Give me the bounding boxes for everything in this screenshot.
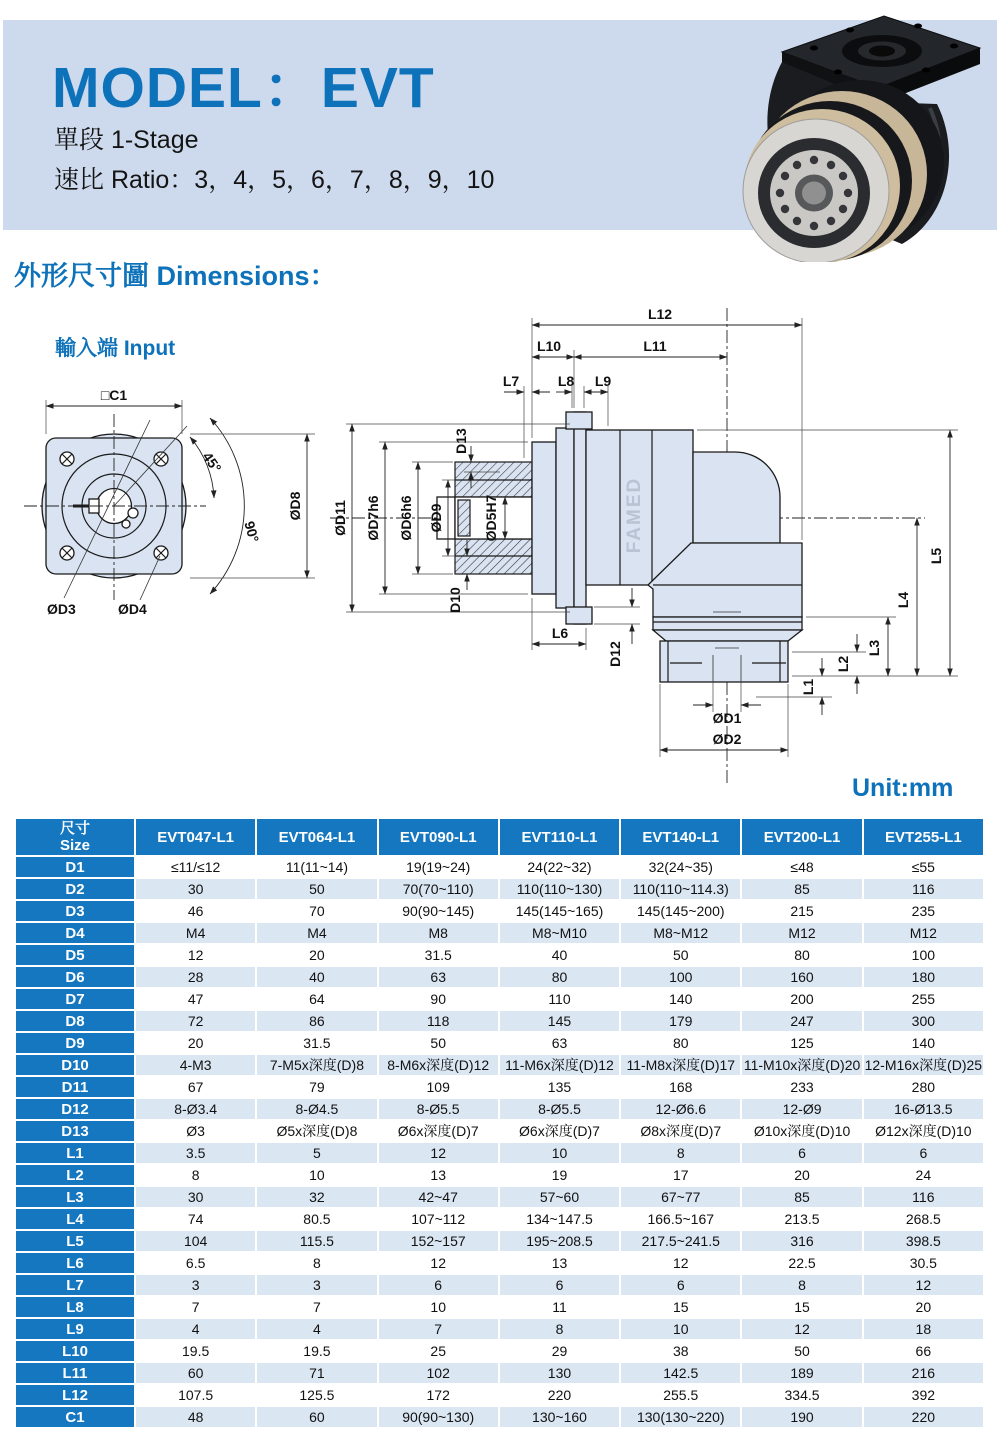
dim-label-l1: L1 [800, 678, 816, 696]
dimension-value: 160 [742, 967, 861, 987]
table-row [16, 1209, 983, 1229]
dimension-value: 8 [742, 1275, 861, 1295]
dimension-value: 10 [379, 1297, 498, 1317]
dim-label-d11: ØD11 [332, 500, 348, 536]
dimension-value: 216 [864, 1363, 983, 1383]
dimension-value: 42~47 [379, 1187, 498, 1207]
dimension-value: 116 [864, 879, 983, 899]
dimension-value: M8 [379, 923, 498, 943]
dimension-value: 60 [257, 1407, 376, 1427]
dimension-value: 30 [136, 879, 255, 899]
dimension-value: 130(130~220) [621, 1407, 740, 1427]
dimension-value: 67~77 [621, 1187, 740, 1207]
dimension-value: 3 [136, 1275, 255, 1295]
row-label: C1 [16, 1407, 134, 1427]
dimension-value: 19.5 [136, 1341, 255, 1361]
side-view [330, 306, 958, 785]
dimension-value: 29 [500, 1341, 619, 1361]
row-label: D5 [16, 945, 134, 965]
dimension-value: 215 [742, 901, 861, 921]
photo-flange-hole [869, 46, 895, 57]
dimension-value: 11-M8x深度(D)17 [621, 1055, 740, 1075]
dimension-value: 63 [379, 967, 498, 987]
dimension-value: 32(24~35) [621, 857, 740, 877]
dim-label-d3: ØD3 [47, 601, 76, 617]
dimension-value: 166.5~167 [621, 1209, 740, 1229]
photo-center-bore-inner [802, 182, 826, 205]
row-label: L5 [16, 1231, 134, 1251]
dimension-value: 46 [136, 901, 255, 921]
table-body [16, 857, 983, 1427]
column-header: EVT110-L1 [500, 819, 619, 855]
dim-label-d6: ØD6h6 [398, 495, 414, 541]
dimension-value: 8-Ø3.4 [136, 1099, 255, 1119]
dimension-value: 50 [621, 945, 740, 965]
dimension-value: 8-M6x深度(D)12 [379, 1055, 498, 1075]
dimension-value: Ø12x深度(D)10 [864, 1121, 983, 1141]
row-label: D3 [16, 901, 134, 921]
dimension-value: 168 [621, 1077, 740, 1097]
dimension-value: 6 [864, 1143, 983, 1163]
dimension-value: M4 [257, 923, 376, 943]
dimension-value: 72 [136, 1011, 255, 1031]
dimension-value: 24(22~32) [500, 857, 619, 877]
dimension-value: 115.5 [257, 1231, 376, 1251]
table-row [16, 1121, 983, 1141]
dimension-value: 392 [864, 1385, 983, 1405]
row-label: L8 [16, 1297, 134, 1317]
dimension-value: Ø3 [136, 1121, 255, 1141]
dimension-value: 12 [864, 1275, 983, 1295]
dimension-value: 12-Ø6.6 [621, 1099, 740, 1119]
dimension-value: 71 [257, 1363, 376, 1383]
row-label: D9 [16, 1033, 134, 1053]
dimension-value: 80 [500, 967, 619, 987]
unit-label: Unit:mm [852, 774, 954, 802]
dimension-value: 32 [257, 1187, 376, 1207]
row-label: L2 [16, 1165, 134, 1185]
dimension-value: 6 [500, 1275, 619, 1295]
table-row [16, 1297, 983, 1317]
dimension-value: 12 [379, 1253, 498, 1273]
size-header-en: Size [59, 837, 90, 854]
dimension-value: 280 [864, 1077, 983, 1097]
dimension-value: 10 [621, 1319, 740, 1339]
dimension-value: 316 [742, 1231, 861, 1251]
dimension-value: 11-M10x深度(D)20 [743, 1057, 861, 1073]
dimension-value: 3.5 [136, 1143, 255, 1163]
dimension-value: 20 [864, 1297, 983, 1317]
table-row [16, 1077, 983, 1097]
dim-label-90deg: 90° [241, 519, 263, 545]
row-label: D12 [16, 1099, 134, 1119]
row-label: L9 [16, 1319, 134, 1339]
dimension-value: 30.5 [864, 1253, 983, 1273]
dimension-value: 12 [621, 1253, 740, 1273]
dimension-value: 16-Ø13.5 [864, 1099, 983, 1119]
dimension-value: 268.5 [864, 1209, 983, 1229]
dimension-value: 142.5 [621, 1363, 740, 1383]
dimension-value: 66 [864, 1341, 983, 1361]
dimension-value: M8~M10 [500, 923, 619, 943]
dimension-drawing-svg [0, 300, 1000, 785]
table-row [16, 1341, 983, 1361]
table-row [16, 901, 983, 921]
dim-label-d8: ØD8 [287, 491, 303, 521]
row-label: L11 [16, 1363, 134, 1383]
dim-label-l5: L5 [928, 547, 944, 565]
dimension-value: 70(70~110) [379, 879, 498, 899]
page-title: MODEL：EVT [52, 56, 435, 120]
row-label: D2 [16, 879, 134, 899]
row-label: D13 [16, 1121, 134, 1141]
dimension-value: 130 [500, 1363, 619, 1383]
dimension-value: 80.5 [257, 1209, 376, 1229]
dimension-value: M12 [742, 923, 861, 943]
dimension-value: 118 [379, 1011, 498, 1031]
dimension-value: 64 [257, 989, 376, 1009]
dimension-value: 38 [621, 1341, 740, 1361]
dimension-value: 12-Ø9 [742, 1099, 861, 1119]
dim-label-d7: ØD7h6 [365, 495, 381, 541]
dimension-value: 145 [500, 1011, 619, 1031]
dimension-value: 4 [257, 1319, 376, 1339]
dimension-value: 255 [864, 989, 983, 1009]
dimension-value: M12 [864, 923, 983, 943]
dimension-value: 130~160 [500, 1407, 619, 1427]
dimension-value: 8 [136, 1165, 255, 1185]
table-row [16, 857, 983, 877]
dimension-value: 247 [742, 1011, 861, 1031]
row-label: L4 [16, 1209, 134, 1229]
dimension-value: 110 [500, 989, 619, 1009]
dimension-value: 125 [742, 1033, 861, 1053]
dimension-value: 110(110~114.3) [621, 879, 740, 899]
column-header: EVT200-L1 [742, 819, 861, 855]
row-label: L12 [16, 1385, 134, 1405]
dimension-value: 50 [742, 1341, 861, 1361]
row-label: D1 [16, 857, 134, 877]
dimension-value: 8 [621, 1143, 740, 1163]
size-header-cn: 尺寸 [59, 820, 90, 837]
technical-drawing [0, 300, 1000, 785]
dimension-value: 3 [257, 1275, 376, 1295]
dim-label-l9: L9 [594, 373, 612, 389]
dimension-value: 8-Ø5.5 [500, 1099, 619, 1119]
column-header: EVT255-L1 [864, 819, 983, 855]
dimension-value: M4 [136, 923, 255, 943]
dimension-value: 13 [500, 1253, 619, 1273]
dimension-value: 110(110~130) [500, 879, 619, 899]
dimension-value: 7 [379, 1319, 498, 1339]
dim-label-l10: L10 [536, 338, 562, 354]
row-label: D10 [16, 1055, 134, 1075]
column-header: EVT047-L1 [136, 819, 255, 855]
dimension-value: 40 [257, 967, 376, 987]
dim-label-d4: ØD4 [118, 601, 147, 617]
stage-text: 單段 1-Stage [54, 126, 199, 154]
table-row [16, 1319, 983, 1339]
brand-logo: FAMED [624, 476, 645, 554]
dimension-value: 8 [257, 1253, 376, 1273]
ratio-text: 速比 Ratio：3，4，5，6，7，8，9，10 [54, 166, 495, 194]
dimension-value: 125.5 [257, 1385, 376, 1405]
dimension-value: 50 [379, 1033, 498, 1053]
dimension-value: Ø6x深度(D)7 [500, 1121, 619, 1141]
dim-label-d5: ØD5H7 [483, 494, 499, 542]
dim-label-l6: L6 [551, 625, 569, 641]
dimension-value: 4-M3 [136, 1055, 255, 1075]
table-row [16, 1253, 983, 1273]
dimension-value: 85 [742, 879, 861, 899]
dimensions-heading: 外形尺寸圖 Dimensions： [14, 261, 337, 291]
row-label: D8 [16, 1011, 134, 1031]
dimension-value: 74 [136, 1209, 255, 1229]
table-row [16, 1275, 983, 1295]
dimension-value: 7 [136, 1297, 255, 1317]
dimension-value: 8-Ø5.5 [379, 1099, 498, 1119]
row-label: D4 [16, 923, 134, 943]
dimension-value: 19(19~24) [379, 857, 498, 877]
table-row [16, 1231, 983, 1251]
dimension-value: 60 [136, 1363, 255, 1383]
table-row [16, 945, 983, 965]
dimension-value: 107.5 [136, 1385, 255, 1405]
dimension-value: 140 [621, 989, 740, 1009]
dimension-value: 70 [257, 901, 376, 921]
dimensions-table [14, 817, 985, 1429]
input-view-title: 輸入端 Input [55, 337, 176, 360]
row-label: L6 [16, 1253, 134, 1273]
dimension-value: 145(145~200) [621, 901, 740, 921]
dim-label-45deg: 45° [199, 448, 225, 476]
table-row [16, 967, 983, 987]
dimension-value: 100 [621, 967, 740, 987]
table-row [16, 923, 983, 943]
dimension-value: 90(90~130) [379, 1407, 498, 1427]
row-label: D7 [16, 989, 134, 1009]
dimension-value: 31.5 [257, 1033, 376, 1053]
dimension-value: 11 [500, 1297, 619, 1317]
dim-label-d1: ØD1 [712, 710, 742, 726]
table-row [16, 1407, 983, 1427]
dimension-value: 80 [742, 945, 861, 965]
dimension-value: 47 [136, 989, 255, 1009]
dimension-value: 398.5 [864, 1231, 983, 1251]
column-header: EVT064-L1 [257, 819, 376, 855]
dimension-value: 11-M6x深度(D)12 [500, 1055, 619, 1075]
dimension-value: 213.5 [742, 1209, 861, 1229]
dimension-value: 12 [136, 945, 255, 965]
dimension-value: 5 [257, 1143, 376, 1163]
dimension-value: 24 [864, 1165, 983, 1185]
dim-label-d9: ØD9 [428, 503, 444, 533]
dim-label-d12: D12 [607, 641, 623, 667]
dimension-value: 190 [742, 1407, 861, 1427]
dimension-value: 48 [136, 1407, 255, 1427]
dimension-value: 189 [742, 1363, 861, 1383]
dim-label-l7: L7 [502, 373, 520, 389]
dimension-value: Ø6x深度(D)7 [379, 1121, 498, 1141]
dim-label-d10: D10 [447, 587, 463, 613]
dimension-value: 6.5 [136, 1253, 255, 1273]
table-row [16, 989, 983, 1009]
dimension-value: 79 [257, 1077, 376, 1097]
dimension-value: M8~M12 [621, 923, 740, 943]
table-row [16, 1385, 983, 1405]
dim-label-l3: L3 [866, 639, 882, 657]
table-header-size [16, 819, 134, 855]
dimension-value: 13 [379, 1165, 498, 1185]
dimension-value: 255.5 [621, 1385, 740, 1405]
dimension-value: 8-Ø4.5 [257, 1099, 376, 1119]
dimension-value: 63 [500, 1033, 619, 1053]
dimension-value: 180 [864, 967, 983, 987]
dimension-value: 30 [136, 1187, 255, 1207]
front-view [24, 387, 315, 617]
dim-label-l11: L11 [643, 338, 667, 354]
table-row [16, 879, 983, 899]
dimension-value: 20 [742, 1165, 861, 1185]
row-label: D6 [16, 967, 134, 987]
dimension-value: 19.5 [257, 1341, 376, 1361]
dimension-value: 220 [500, 1385, 619, 1405]
gearbox-photo-illustration [722, 4, 990, 262]
column-header: EVT090-L1 [379, 819, 498, 855]
dimension-value: 179 [621, 1011, 740, 1031]
dimension-value: Ø8x深度(D)7 [621, 1121, 740, 1141]
dimension-value: 25 [379, 1341, 498, 1361]
dimension-value: 10 [257, 1165, 376, 1185]
product-photo [722, 4, 990, 262]
dimension-value: 90 [379, 989, 498, 1009]
dimension-value: 200 [742, 989, 861, 1009]
dimension-value: 28 [136, 967, 255, 987]
dimension-value: 6 [379, 1275, 498, 1295]
dimension-value: 100 [864, 945, 983, 965]
dimension-value: ≤48 [742, 857, 861, 877]
dimension-value: 17 [621, 1165, 740, 1185]
dimension-value: 80 [621, 1033, 740, 1053]
dimension-value: 20 [257, 945, 376, 965]
dimension-value: 233 [742, 1077, 861, 1097]
dimension-value: 31.5 [379, 945, 498, 965]
dimension-value: 6 [742, 1143, 861, 1163]
dimension-value: 172 [379, 1385, 498, 1405]
dimension-value: 57~60 [500, 1187, 619, 1207]
dimension-value: 217.5~241.5 [621, 1231, 740, 1251]
dimension-value: 67 [136, 1077, 255, 1097]
dimension-value: 134~147.5 [500, 1209, 619, 1229]
table-row [16, 1143, 983, 1163]
dimension-value: 12-M16x深度(D)25 [864, 1057, 983, 1073]
dimension-value: 12 [379, 1143, 498, 1163]
row-label: L3 [16, 1187, 134, 1207]
dimension-value: 116 [864, 1187, 983, 1207]
table-row [16, 1165, 983, 1185]
dimension-value: 104 [136, 1231, 255, 1251]
dimension-value: 86 [257, 1011, 376, 1031]
dimension-value: 11(11~14) [257, 857, 376, 877]
dimension-value: Ø5x深度(D)8 [257, 1121, 376, 1141]
table-row [16, 1033, 983, 1053]
row-label: L1 [16, 1143, 134, 1163]
dimension-value: 140 [864, 1033, 983, 1053]
row-label: L7 [16, 1275, 134, 1295]
table-header-row [16, 819, 983, 855]
dimension-value: 152~157 [379, 1231, 498, 1251]
table-row [16, 1055, 983, 1075]
dimension-value: 10 [500, 1143, 619, 1163]
dimension-value: 19 [500, 1165, 619, 1185]
table-row [16, 1187, 983, 1207]
dimension-value: 109 [379, 1077, 498, 1097]
dimension-value: 15 [742, 1297, 861, 1317]
dimension-value: 107~112 [379, 1209, 498, 1229]
dimension-value: 15 [621, 1297, 740, 1317]
table-row [16, 1099, 983, 1119]
dimension-value: 85 [742, 1187, 861, 1207]
dim-label-l4: L4 [895, 591, 911, 609]
dim-label-l8: L8 [557, 373, 575, 389]
dimension-value: 195~208.5 [500, 1231, 619, 1251]
dim-label-l12: L12 [647, 306, 673, 322]
dimension-value: Ø10x深度(D)10 [742, 1121, 861, 1141]
dimension-value: 18 [864, 1319, 983, 1339]
table-row [16, 1363, 983, 1383]
column-header: EVT140-L1 [621, 819, 740, 855]
dim-label-c1: □C1 [100, 387, 128, 403]
dimension-value: 22.5 [742, 1253, 861, 1273]
dimension-value: 7 [257, 1297, 376, 1317]
dimension-value: 20 [136, 1033, 255, 1053]
dim-label-d2: ØD2 [712, 731, 742, 747]
dimension-value: 40 [500, 945, 619, 965]
row-label: L10 [16, 1341, 134, 1361]
dimension-value: 90(90~145) [379, 901, 498, 921]
dimension-value: ≤55 [864, 857, 983, 877]
dimension-value: 6 [621, 1275, 740, 1295]
dimension-value: ≤11/≤12 [136, 857, 255, 877]
dimension-value: 300 [864, 1011, 983, 1031]
dimension-value: 220 [864, 1407, 983, 1427]
dim-label-d13: D13 [453, 428, 469, 454]
dimension-value: 12 [742, 1319, 861, 1339]
dimension-value: 135 [500, 1077, 619, 1097]
dimension-value: 8 [500, 1319, 619, 1339]
row-label: D11 [16, 1077, 134, 1097]
dimension-value: 7-M5x深度(D)8 [257, 1055, 376, 1075]
dimension-value: 102 [379, 1363, 498, 1383]
dimension-value: 235 [864, 901, 983, 921]
dim-label-l2: L2 [835, 655, 851, 673]
dimension-value: 145(145~165) [500, 901, 619, 921]
table-row [16, 1011, 983, 1031]
dimension-value: 334.5 [742, 1385, 861, 1405]
dimension-value: 4 [136, 1319, 255, 1339]
dimension-value: 50 [257, 879, 376, 899]
